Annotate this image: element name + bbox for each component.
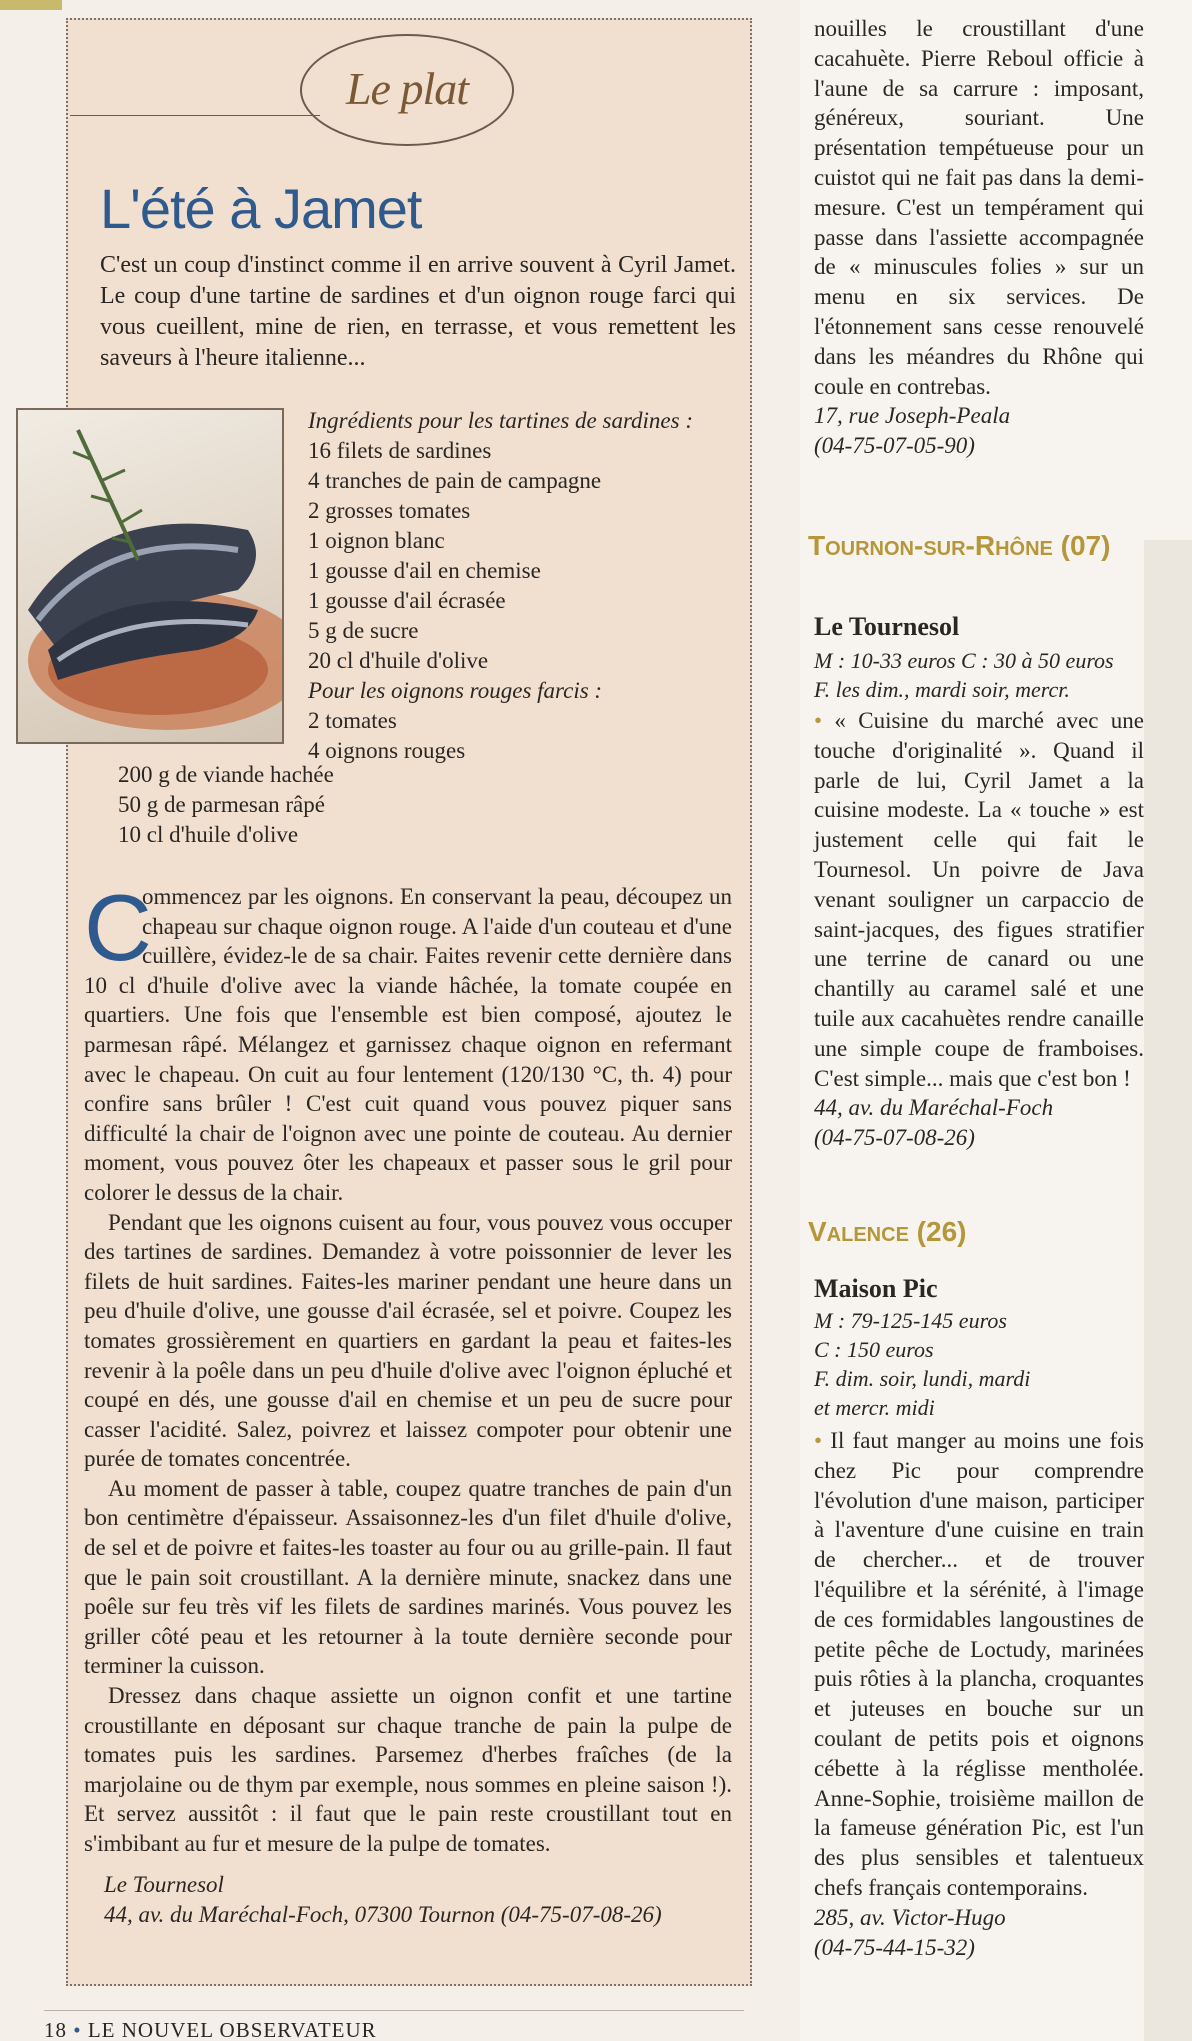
review-phone: (04-75-07-05-90) [814,433,975,459]
restaurant-name-tournesol: Le Tournesol [814,612,960,641]
review-text: Il faut manger au moins une fois chez Pic pour comprendre l'évolution d'une maison, participer à l'aventure d'une cuisine en train de chercher... et de trouver l'équilibre et la sérénité, à l'image de ces formidables langoustines de petite pêche de Loctudy, marinées puis rôties à la plancha, croquantes et juteuses en bouche sur un coulant de petits pois et oignons cébette à la réglisse mentholée. Anne-Sophie, troisième maillon de la fameuse génération Pic, est l'un des plus sensibles et talentueux chefs français contemporains. [814,1428,1145,1900]
restaurant-meta [814,646,1144,704]
recipe-paragraph-3: Au moment de passer à table, coupez quatre tranches de pain d'un bon centimètre d'épaisseur. Assaisonnez-les d'un filet d'huile d'olive, de sel et de poivre et faites-les toaster au four ou au grille-pain. Il faut que le pain soit croustillant. A la dernière minute, snackez dans une poêle sur feu très vif les filets de sardines marinés. Vous pouvez les griller côté peau et les retourner à la toute dernière seconde pour terminer la cuisson. [84,1475,732,1679]
restaurant-review-tournesol [814,706,1144,1153]
ingredient-item: 4 oignons rouges [308,738,466,763]
corner-color-mark [0,0,62,10]
ingredient-item: 16 filets de sardines [308,438,492,463]
magazine-name: LE NOUVEL OBSERVATEUR [87,2018,377,2041]
restaurant-prices: M : 79-125-145 euros [814,1308,1007,1333]
review-body [814,1426,1144,1903]
restaurant-review-pic [814,1426,1144,1962]
rubric-rule [70,115,320,116]
ingredients-heading-onions: Pour les oignons rouges farcis : [308,678,603,703]
review-body [814,706,1144,1093]
review-text: nouilles le croustillant d'une cacahuète. Pierre Reboul officie à l'aune de sa carrure : imposant, généreux, souriant. Une présentation tempétueuse pour un cuistot qui ne fait pas dans la demi-mesure. C'est un tempérament qui passe dans l'assiette accompagnée de « minuscules folies » sur un menu en six services. De l'étonnement sans cesse renouvelé dans les méandres du Rhône qui coule en contrebas. [814,16,1144,399]
sardine-dish-photo [16,408,284,744]
bullet-icon: • [814,1428,823,1453]
recipe-body [84,875,732,1859]
review-address: 44, av. du Maréchal-Foch [814,1095,1054,1121]
ingredient-item: 1 gousse d'ail écrasée [308,588,506,613]
restaurant-closing: F. les dim., mardi soir, mercr. [814,677,1070,702]
ingredient-item: 50 g de parmesan râpé [118,792,325,817]
footer-rule [44,2010,744,2011]
restaurant-closing: F. dim. soir, lundi, mardi [814,1366,1031,1391]
signature-address: 44, av. du Maréchal-Foch, 07300 Tournon (04-75-07-08-26) [104,1902,662,1927]
restaurant-name-pic: Maison Pic [814,1274,938,1303]
ingredient-item: 20 cl d'huile d'olive [308,648,489,673]
paragraph-text: ommencez par les oignons. En conservant la peau, découpez un chapeau sur chaque oignon rouge. A l'aide d'un couteau et d'une cuillère, évidez-le de sa chair. Faites revenir cette dernière dans 10 cl d'huile d'olive avec la viande hâchée, la tomate coupée en quartiers. Une fois que l'ensemble est bien composé, ajoutez le parmesan râpé. Mélangez et garnissez chaque oignon en refermant avec le chapeau. On cuit au four lentement (120/130 °C, th. 4) pour confire sans brûler ! C'est cuit quand vous pouvez piquer sans difficulté la chair de l'oignon avec une pointe de couteau. Au dernier moment, vous pouvez ôter les chapeaux et passer sous le gril pour colorer le dessus de la chair. [84,884,732,1205]
rubric-label: Le plat [345,63,469,114]
restaurant-closing-2: et mercr. midi [814,1395,935,1420]
sardine-illustration [18,410,282,742]
ingredient-item: 2 grosses tomates [308,498,471,523]
recipe-paragraph-2: Pendant que les oignons cuisent au four, vous pouvez vous occuper des tartines de sardines. Demandez à votre poissonnier de lever les filets de huit sardines. Faites-les mariner pendant une heure dans un peu d'huile d'olive, une gousse d'ail écrasée, sel et poivre. Coupez les tomates grossièrement en quartiers en gardant la peau et faites-les revenir à la poêle dans un peu d'huile d'olive avec l'oignon épluché et coupé en dés, une gousse d'ail en chemise et un peu de sucre pour casser l'acidité. Salez, poivrez et laissez compoter pour obtenir une purée de tomates concentrée. [84,1209,732,1472]
restaurant-prices: M : 10-33 euros C : 30 à 50 euros [814,648,1114,673]
signature-restaurant: Le Tournesol [104,1872,224,1897]
ingredients-list [308,406,738,766]
page-footer [44,2018,377,2041]
ingredient-item: 2 tomates [308,708,397,733]
review-phone: (04-75-07-08-26) [814,1125,975,1151]
review-phone: (04-75-44-15-32) [814,1934,975,1960]
article-title: L'été à Jamet [100,177,422,240]
drop-cap: C [84,875,152,980]
city-heading-valence: Valence (26) [808,1216,967,1247]
recipe-signature [104,1870,744,1930]
ingredient-item: 5 g de sucre [308,618,419,643]
review-address: 285, av. Victor-Hugo [814,1904,1006,1930]
city-heading-tournon: Tournon-sur-Rhône (07) [808,530,1111,561]
bullet-icon: • [814,708,823,733]
review-address: 17, rue Joseph-Peala [814,403,1011,429]
ingredient-item: 4 tranches de pain de campagne [308,468,602,493]
restaurant-meta [814,1306,1144,1422]
page-number: 18 [44,2018,67,2041]
ingredient-item: 200 g de viande hachée [118,762,334,787]
footer-dot-icon: • [73,2018,82,2041]
recipe-paragraph-4: Dressez dans chaque assiette un oignon confit et une tartine croustillante en déposant sur chaque tranche de pain la pulpe de tomates puis les sardines. Parsemez d'herbes fraîches (de la marjolaine ou de thym par exemple, nous sommes en pleine saison !). Et servez aussitôt : il faut que le pain reste croustillant tout en s'imbibant au fur et mesure de la pulpe de tomates. [84,1683,732,1856]
ingredient-item: 1 oignon blanc [308,528,445,553]
recipe-paragraph-1 [84,875,732,1208]
adjacent-page-edge [1144,540,1192,2041]
ingredient-item: 1 gousse d'ail en chemise [308,558,541,583]
restaurant-prices-carte: C : 150 euros [814,1337,934,1362]
ingredient-item: 10 cl d'huile d'olive [118,822,299,847]
ingredients-list-continued [118,760,548,850]
ingredients-heading: Ingrédients pour les tartines de sardines : [308,408,694,433]
review-text: « Cuisine du marché avec une touche d'originalité ». Quand il parle de lui, Cyril Jamet a la cuisine modeste. La « touche » est justement celle qui fait le Tournesol. Un poivre de Java venant souligner un carpaccio de saint-jacques, des figues stratifier une terrine de canard ou une chantilly au caramel salé et une tuile aux cacahuètes rendre canaille une simple coupe de framboises. C'est simple... mais que c'est bon ! [814,708,1144,1091]
restaurant-review-continued [814,14,1144,461]
article-intro: C'est un coup d'instinct comme il en arrive souvent à Cyril Jamet. Le coup d'une tartine de sardines et d'un oignon rouge farci qui vous cueillent, mine de rien, en terrasse, et vous remettent les saveurs à l'heure italienne... [100,252,736,371]
